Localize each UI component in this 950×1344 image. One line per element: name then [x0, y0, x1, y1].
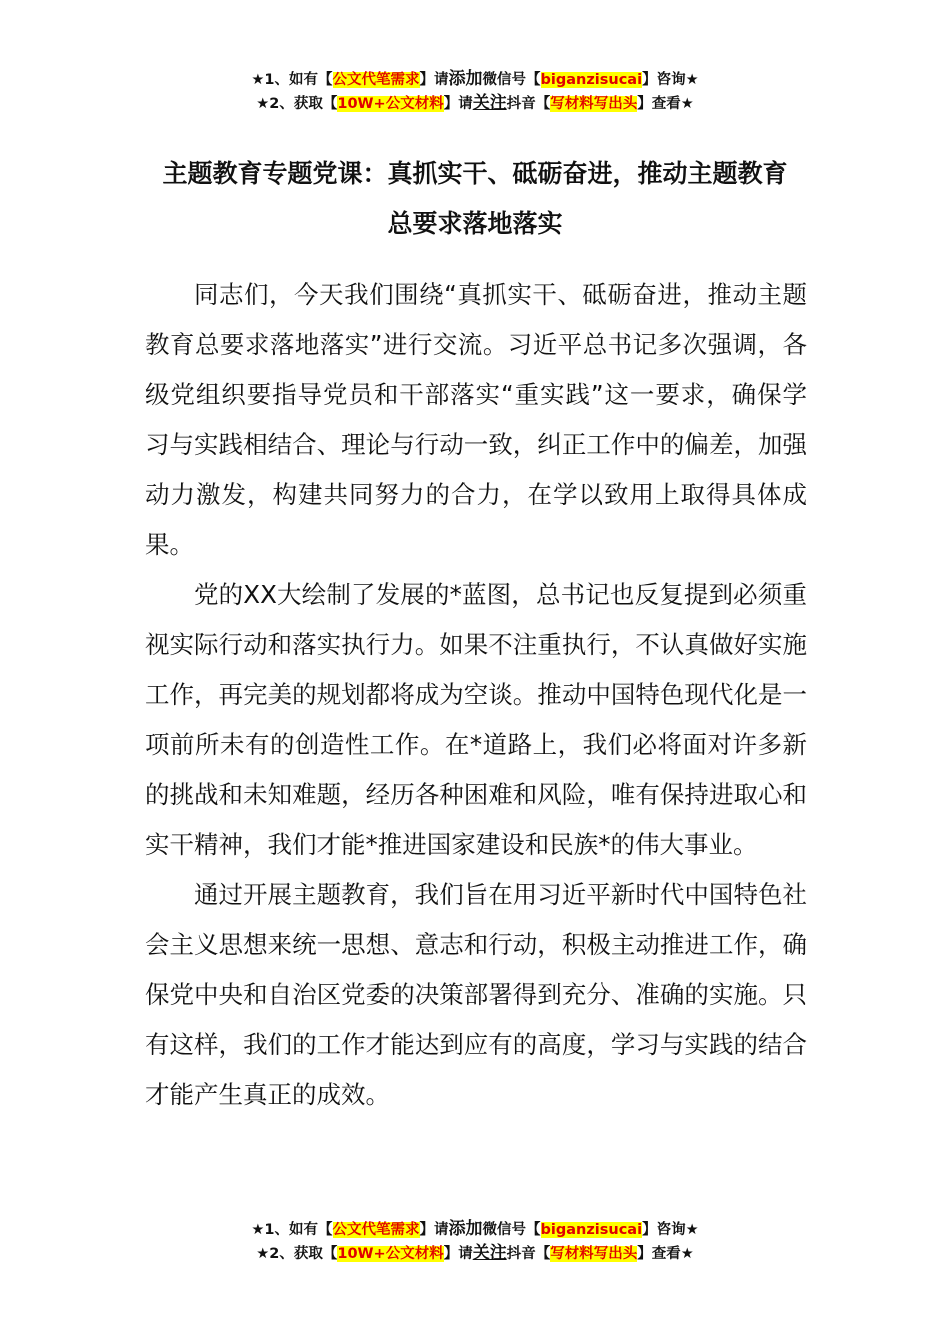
- banner-emphasis: 添加: [448, 1219, 483, 1239]
- banner-line-1: [0, 68, 950, 92]
- banner-text: 】查看★: [637, 96, 694, 112]
- highlight-materials: 10W+公文材料: [337, 96, 444, 112]
- banner-text: ★2、获取【: [256, 1246, 338, 1262]
- banner-text: 】请: [419, 1222, 449, 1238]
- banner-text: 抖音【: [506, 1246, 551, 1262]
- banner-text: 微信号【: [482, 72, 541, 88]
- header-banner: [0, 68, 950, 116]
- banner-text: 】咨询★: [642, 72, 699, 88]
- document-body: [145, 270, 807, 1120]
- banner-line-2: [0, 1242, 950, 1266]
- banner-text: 抖音【: [506, 96, 551, 112]
- banner-line-1: [0, 1218, 950, 1242]
- paragraph-2: 党的XX大绘制了发展的*蓝图，总书记也反复提到必须重视实际行动和落实执行力。如果不注重执行，不认真做好实施工作，再完美的规划都将成为空谈。推动中国特色现代化是一项前所未有的创造性工作。在*道路上，我们必将面对许多新的挑战和未知难题，经历各种困难和风险，唯有保持进取心和实干精神，我们才能*推进国家建设和民族*的伟大事业。: [145, 580, 807, 859]
- highlight-service: 公文代笔需求: [332, 72, 420, 88]
- title-line-2: 总要求落地落实: [387, 209, 563, 238]
- paragraph-1: 同志们，今天我们围绕“真抓实干、砥砺奋进，推动主题教育总要求落地落实”进行交流。习近平总书记多次强调，各级党组织要指导党员和干部落实“重实践”这一要求，确保学习与实践相结合、理论与行动一致，纠正工作中的偏差，加强动力激发，构建共同努力的合力，在学以致用上取得具体成果。: [145, 280, 807, 559]
- banner-text: ★1、如有【: [251, 72, 333, 88]
- title-line-1: 主题教育专题党课：真抓实干、砥砺奋进，推动主题教育: [162, 159, 788, 188]
- banner-text: ★2、获取【: [256, 96, 338, 112]
- highlight-douyin: 写材料写出头: [550, 96, 638, 112]
- banner-line-2: [0, 92, 950, 116]
- banner-emphasis: 添加: [448, 69, 483, 89]
- document-title: [60, 150, 890, 248]
- banner-text: 微信号【: [482, 1222, 541, 1238]
- banner-emphasis: 关注: [472, 93, 507, 113]
- banner-emphasis: 关注: [472, 1243, 507, 1263]
- paragraph-3: 通过开展主题教育，我们旨在用习近平新时代中国特色社会主义思想来统一思想、意志和行动，积极主动推进工作，确保党中央和自治区党委的决策部署得到充分、准确的实施。只有这样，我们的工作才能达到应有的高度，学习与实践的结合才能产生真正的成效。: [145, 880, 807, 1109]
- banner-text: 】咨询★: [642, 1222, 699, 1238]
- highlight-service: 公文代笔需求: [332, 1222, 420, 1238]
- banner-text: 】请: [419, 72, 449, 88]
- banner-text: 】查看★: [637, 1246, 694, 1262]
- banner-text: ★1、如有【: [251, 1222, 333, 1238]
- highlight-wechat-id: biganzisucai: [540, 72, 643, 88]
- highlight-douyin: 写材料写出头: [550, 1246, 638, 1262]
- footer-banner: [0, 1218, 950, 1266]
- banner-text: 】请: [443, 1246, 473, 1262]
- highlight-materials: 10W+公文材料: [337, 1246, 444, 1262]
- highlight-wechat-id: biganzisucai: [540, 1222, 643, 1238]
- banner-text: 】请: [443, 96, 473, 112]
